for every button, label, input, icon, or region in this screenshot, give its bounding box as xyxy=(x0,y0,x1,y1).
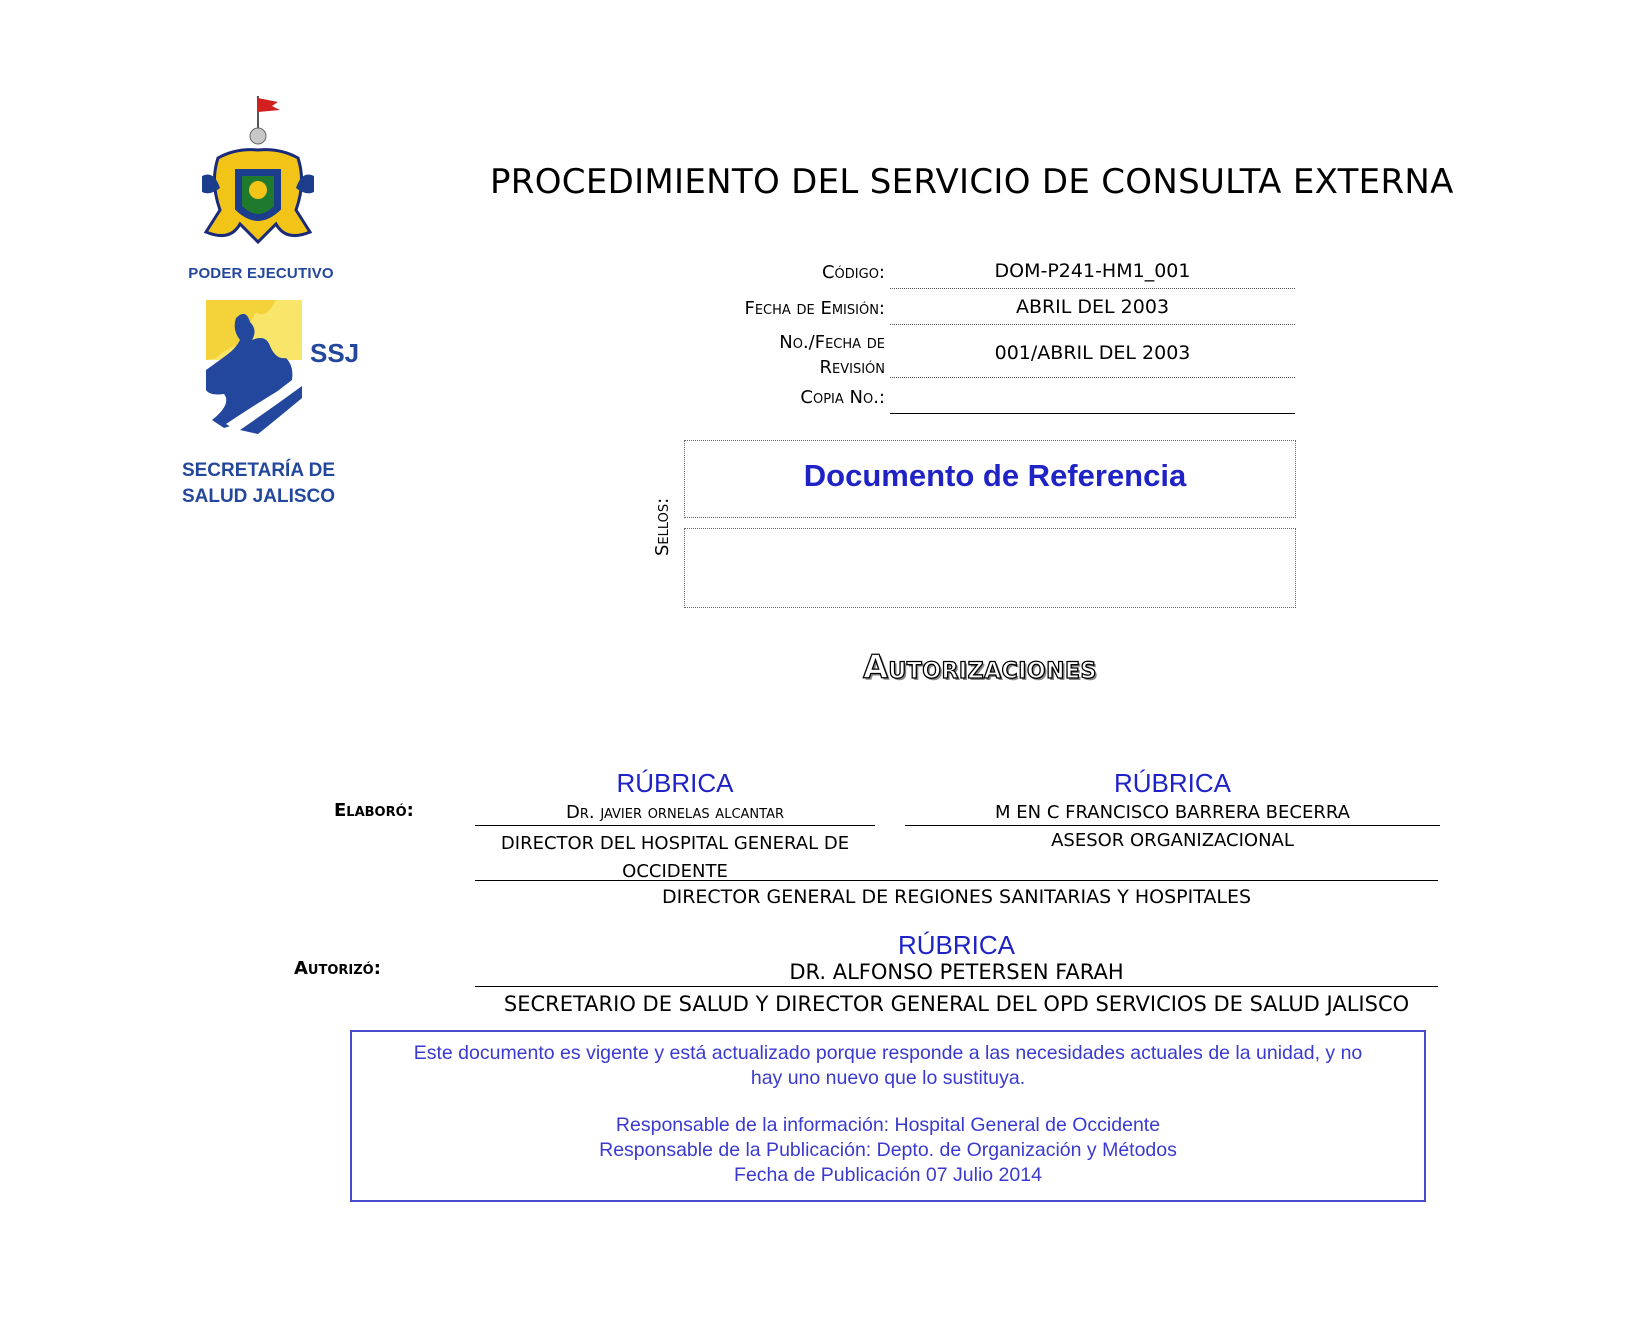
revision-value: 001/ABRIL DEL 2003 xyxy=(994,342,1191,364)
stamp-box-empty xyxy=(684,528,1296,608)
fecha-emision-underline xyxy=(890,324,1295,325)
sellos-label: Sellos: xyxy=(652,497,673,556)
note-line5: Fecha de Publicación 07 Julio 2014 xyxy=(734,1164,1042,1186)
rubrica-signer3: RÚBRICA xyxy=(897,930,1015,960)
revision-label-line2: Revisión xyxy=(819,357,885,378)
signer2-signature-line xyxy=(905,825,1440,826)
signer1-name: Dr. javier ornelas alcantar xyxy=(566,802,784,823)
jalisco-coat-of-arms-logo xyxy=(200,92,330,254)
codigo-label: Código: xyxy=(821,262,885,283)
secretaria-caption xyxy=(166,458,351,510)
codigo-value: DOM-P241-HM1_001 xyxy=(994,260,1191,282)
note-line3: Responsable de la información: Hospital General de Occidente xyxy=(615,1114,1161,1136)
fecha-emision-label: Fecha de Emisión: xyxy=(744,298,885,319)
revision-label xyxy=(680,330,885,380)
signer1-title xyxy=(475,830,875,886)
vigencia-note-box xyxy=(350,1030,1426,1202)
signer3-title: SECRETARIO DE SALUD Y DIRECTOR GENERAL DEL OPD SERVICIOS DE SALUD JALISCO xyxy=(503,992,1410,1016)
signer2-title: ASESOR ORGANIZACIONAL xyxy=(1051,830,1294,851)
elaboro-label: Elaboró: xyxy=(334,800,414,821)
rubrica-signer1: RÚBRICA xyxy=(616,768,734,798)
revision-label-line1: No./Fecha de xyxy=(779,332,885,353)
page-title: PROCEDIMIENTO DEL SERVICIO DE CONSULTA EXTERNA xyxy=(490,162,1454,202)
joint-title-line xyxy=(475,880,1438,881)
signer3-name: DR. ALFONSO PETERSEN FARAH xyxy=(789,960,1124,984)
copia-underline xyxy=(890,413,1295,414)
documento-referencia: Documento de Referencia xyxy=(803,458,1187,493)
note-line2: hay uno nuevo que lo sustituya. xyxy=(750,1067,1026,1089)
revision-underline xyxy=(890,377,1295,378)
ssj-logo-text: SSJ xyxy=(310,338,360,368)
joint-title: DIRECTOR GENERAL DE REGIONES SANITARIAS Y HOSPITALES xyxy=(661,886,1252,908)
signer3-signature-line xyxy=(475,986,1438,987)
poder-ejecutivo-caption: PODER EJECUTIVO xyxy=(188,265,334,282)
secretaria-caption-line2: SALUD JALISCO xyxy=(181,486,336,507)
autorizaciones-heading: Autorizaciones xyxy=(863,648,1097,686)
secretaria-caption-line1: SECRETARÍA DE xyxy=(181,460,336,481)
fecha-emision-value: ABRIL DEL 2003 xyxy=(1015,296,1170,318)
note-line4: Responsable de la Publicación: Depto. de Organización y Métodos xyxy=(599,1139,1177,1161)
codigo-underline xyxy=(890,288,1295,289)
signer1-title-line2: OCCIDENTE xyxy=(622,861,728,882)
signer1-title-line1: DIRECTOR DEL HOSPITAL GENERAL DE xyxy=(500,833,850,854)
autorizo-label: Autorizó: xyxy=(294,958,381,979)
signer2-name: M EN C FRANCISCO BARRERA BECERRA xyxy=(995,802,1350,823)
note-line1: Este documento es vigente y está actualizado porque responde a las necesidades actuales de la unidad, y no xyxy=(413,1042,1363,1064)
copia-label: Copia No.: xyxy=(800,387,885,408)
rubrica-signer2: RÚBRICA xyxy=(1113,768,1231,798)
signer1-signature-line xyxy=(475,825,875,826)
